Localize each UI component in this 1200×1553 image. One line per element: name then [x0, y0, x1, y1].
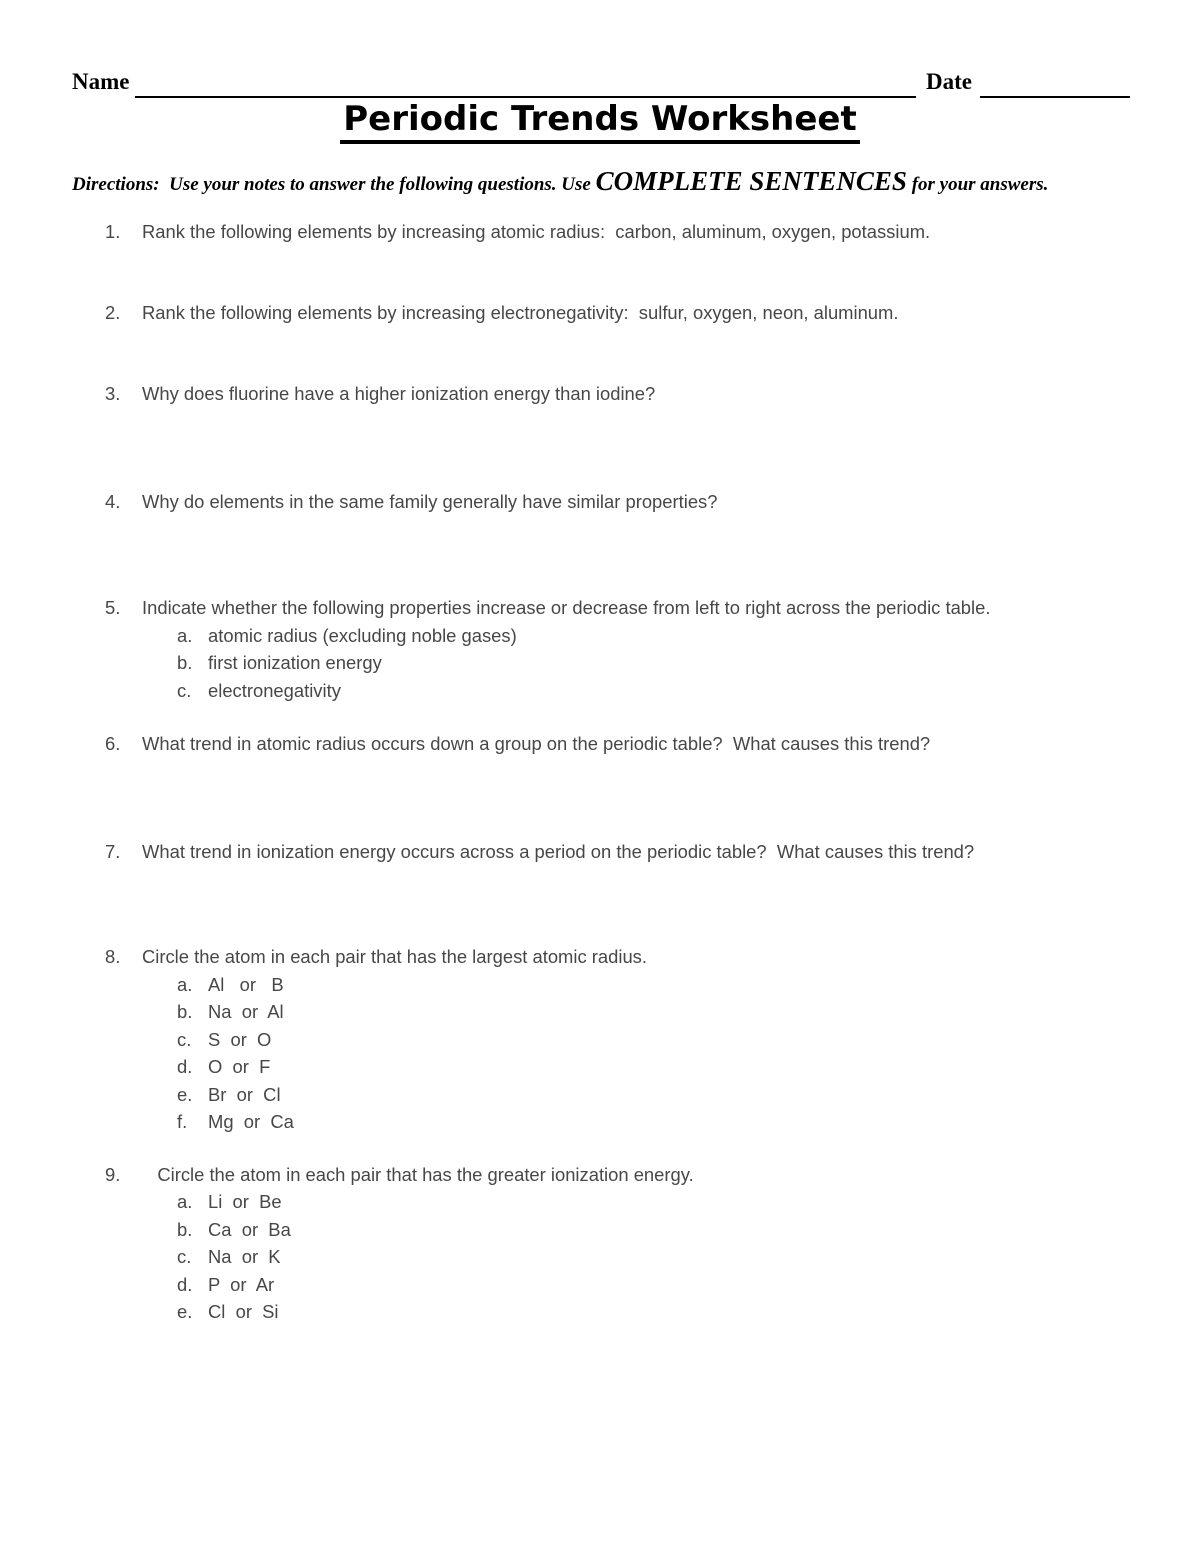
- question-number: 6.: [105, 733, 121, 754]
- question-text: What trend in ionization energy occurs across a period on the periodic table? What causes this trend?: [142, 840, 975, 862]
- question-number: 5.: [105, 597, 121, 618]
- page-title: Periodic Trends Worksheet: [340, 99, 860, 144]
- subitem-letter: f.: [177, 1111, 188, 1132]
- question-number: 2.: [105, 301, 121, 323]
- question-body: [142, 380, 1135, 408]
- question-subitem: [177, 649, 1135, 677]
- name-label: Name: [72, 69, 130, 94]
- question-body: [142, 218, 1135, 246]
- subitem-letter: b.: [177, 652, 193, 673]
- question-body: [142, 1161, 1135, 1326]
- question-subitem: [177, 998, 1135, 1026]
- question-number: 7.: [105, 840, 121, 862]
- subitem-text: Li or Be: [208, 1191, 282, 1212]
- question-text: Rank the following elements by increasing electronegativity: sulfur, oxygen, neon, aluminum.: [142, 301, 899, 323]
- question-body: [142, 838, 1135, 866]
- question-subitem: [177, 1081, 1135, 1109]
- question-item: [105, 218, 1135, 246]
- question-number: 8.: [105, 946, 121, 967]
- subitem-letter: b.: [177, 1001, 193, 1022]
- subitem-letter: d.: [177, 1273, 193, 1295]
- question-text: Indicate whether the following properties increase or decrease from left to right across the periodic table.: [142, 597, 991, 618]
- question-subitem: [177, 622, 1135, 650]
- subitem-text: atomic radius (excluding noble gases): [208, 624, 517, 646]
- question-number: 1.: [105, 221, 121, 242]
- question-item: [105, 1161, 1135, 1326]
- question-text: What trend in atomic radius occurs down a group on the periodic table? What causes this trend?: [142, 733, 931, 754]
- subitem-text: Mg or Ca: [208, 1111, 294, 1132]
- question-number: 4.: [105, 490, 121, 512]
- subitem-text: Al or B: [208, 973, 284, 995]
- subitem-letter: e.: [177, 1083, 193, 1105]
- question-subitems: [142, 622, 1135, 705]
- date-fill-line: [980, 69, 1130, 98]
- question-subitem: [177, 1243, 1135, 1271]
- question-subitem: [177, 677, 1135, 705]
- directions-emphasis: COMPLETE SENTENCES: [595, 166, 907, 196]
- question-body: [142, 488, 1135, 516]
- subitem-letter: c.: [177, 1246, 192, 1267]
- subitem-text: S or O: [208, 1028, 272, 1050]
- subitem-text: Na or K: [208, 1246, 281, 1267]
- date-label: Date: [926, 69, 972, 94]
- question-text: Why does fluorine have a higher ionization energy than iodine?: [142, 383, 656, 404]
- question-subitem: [177, 1271, 1135, 1299]
- question-item: [105, 488, 1135, 516]
- subitem-letter: a.: [177, 1191, 193, 1212]
- subitem-text: Ca or Ba: [208, 1218, 291, 1240]
- question-item: [105, 943, 1135, 1136]
- question-number: 9.: [105, 1163, 121, 1185]
- question-body: [142, 299, 1135, 327]
- question-body: [142, 594, 1135, 704]
- question-text: Rank the following elements by increasing atomic radius: carbon, aluminum, oxygen, potassium.: [142, 221, 931, 242]
- subitem-letter: b.: [177, 1218, 193, 1240]
- subitem-text: first ionization energy: [208, 652, 382, 673]
- subitem-text: Na or Al: [208, 1001, 284, 1022]
- question-subitem: [177, 1188, 1135, 1216]
- directions-suffix: for your answers.: [906, 174, 1049, 195]
- subitem-letter: c.: [177, 1028, 192, 1050]
- question-text: Circle the atom in each pair that has the greater ionization energy.: [142, 1163, 694, 1185]
- question-item: [105, 299, 1135, 327]
- question-subitem: [177, 971, 1135, 999]
- question-subitems: [142, 1188, 1135, 1326]
- subitem-letter: a.: [177, 973, 193, 995]
- name-fill-line: [135, 69, 916, 98]
- question-item: [105, 594, 1135, 704]
- subitem-letter: c.: [177, 679, 192, 701]
- question-subitem: [177, 1053, 1135, 1081]
- question-subitem: [177, 1216, 1135, 1244]
- question-subitems: [142, 971, 1135, 1136]
- subitem-text: Br or Cl: [208, 1083, 281, 1105]
- question-item: [105, 838, 1135, 866]
- subitem-text: Cl or Si: [208, 1301, 279, 1322]
- subitem-text: electronegativity: [208, 679, 341, 701]
- question-number: 3.: [105, 383, 121, 404]
- page-title-wrap: [0, 97, 1200, 148]
- question-body: [142, 943, 1135, 1136]
- subitem-letter: e.: [177, 1301, 193, 1322]
- question-item: [105, 730, 1135, 758]
- question-subitem: [177, 1026, 1135, 1054]
- header-row: [72, 69, 1130, 98]
- subitem-text: P or Ar: [208, 1273, 275, 1295]
- directions-prefix: Directions: Use your notes to answer the following questions. Use: [72, 174, 596, 195]
- question-text: Why do elements in the same family generally have similar properties?: [142, 490, 718, 512]
- question-body: [142, 730, 1135, 758]
- question-subitem: [177, 1298, 1135, 1326]
- subitem-text: O or F: [208, 1056, 271, 1077]
- question-subitem: [177, 1108, 1135, 1136]
- subitem-letter: d.: [177, 1056, 193, 1077]
- questions-list: [105, 218, 1135, 1326]
- subitem-letter: a.: [177, 624, 193, 646]
- question-text: Circle the atom in each pair that has the largest atomic radius.: [142, 946, 647, 967]
- directions: [72, 166, 1142, 200]
- question-item: [105, 380, 1135, 408]
